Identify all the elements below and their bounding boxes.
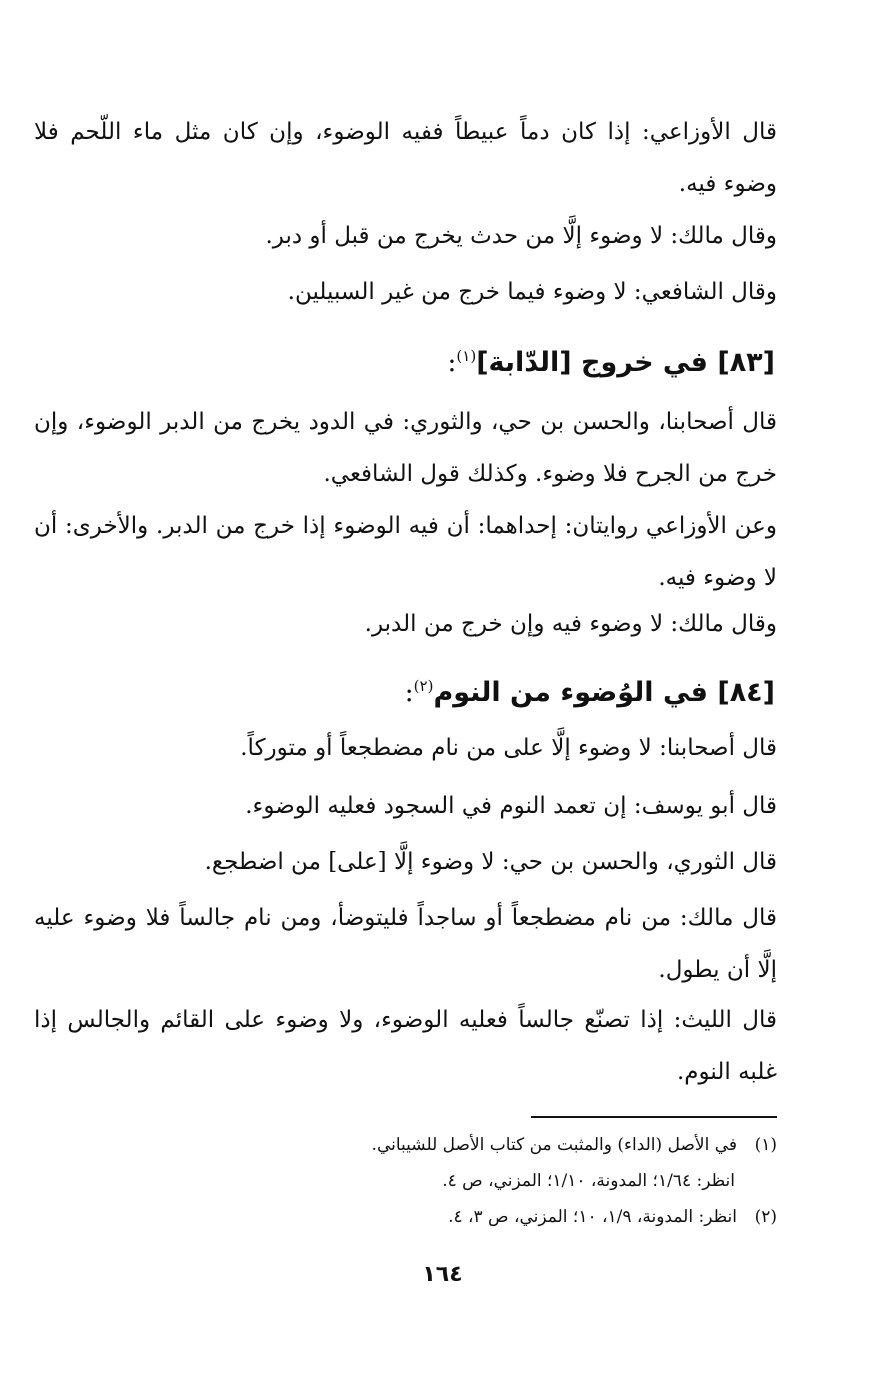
paragraph-awzai-two-narrations: وعن الأوزاعي روايتان: إحداهما: أن فيه الوضوء إذا خرج من الدبر. والأخرى: أن لا وضوء فيه. [34,513,777,591]
footnote-text: في الأصل (الداء) والمثبت من كتاب الأصل للشيباني. [371,1135,737,1155]
paragraph-malik-hadath: وقال مالك: لا وضوء إلَّا من حدث يخرج من قبل أو دبر. [265,223,777,249]
paragraph-malik-sleep: قال مالك: من نام مضطجعاً أو ساجداً فليتوضأ، ومن نام جالساً فلا وضوء عليه إلَّا أن يطول. [34,905,777,983]
section-number: [٨٤] [717,677,775,708]
footnote-divider [531,1116,777,1118]
paragraph-abu-yusuf: قال أبو يوسف: إن تعمد النوم في السجود فعليه الوضوء. [245,793,777,819]
section-heading-83 [34,336,775,383]
footnote-1 [60,1130,777,1160]
section-number: [٨٣] [717,347,775,378]
paragraph-companions-sleep: قال أصحابنا: لا وضوء إلَّا على من نام مضطجعاً أو متوركاً. [240,735,777,761]
paragraph-layth: قال الليث: إذا تصنّع جالساً فعليه الوضوء، ولا وضوء على القائم والجالس إذا غلبه النوم. [34,1007,777,1085]
paragraph-awzai-blood: قال الأوزاعي: إذا كان دماً عبيطاً ففيه الوضوء، وإن كان مثل ماء اللّحم فلا وضوء فيه. [34,119,778,197]
footnote-number: (٢) [754,1207,777,1227]
footnote-text: انظر: المدونة، ١/٩، ١٠؛ المزني، ص ٣، ٤. [448,1207,737,1227]
paragraph-malik-worms: وقال مالك: لا وضوء فيه وإن خرج من الدبر. [364,611,777,637]
paragraph-shafii-sabilayn: وقال الشافعي: لا وضوء فيما خرج من غير السبيلين. [287,279,777,305]
section-title: في الوُضوء من النوم [433,677,708,708]
paragraph-thawri: قال الثوري، والحسن بن حي: لا وضوء إلَّا [على] من اضطجع. [204,849,777,875]
footnote-2 [60,1202,777,1232]
section-heading-84 [34,666,775,713]
footnote-ref: (١) [456,347,477,365]
footnote-ref: (٢) [413,677,434,695]
page-number: ١٦٤ [422,1262,463,1287]
footnote-1-reference: انظر: ١/٦٤؛ المدونة، ١/١٠؛ المزني، ص ٤. [442,1171,735,1191]
heading-colon: : [447,347,457,378]
paragraph-worms: قال أصحابنا، والحسن بن حي، والثوري: في الدود يخرج من الدبر الوضوء، وإن خرج من الجرح فلا وضوء. وكذلك قول الشافعي. [34,409,777,487]
section-title: في خروج [الدّابة] [476,347,708,378]
footnote-number: (١) [754,1135,777,1155]
heading-colon: : [404,677,414,708]
